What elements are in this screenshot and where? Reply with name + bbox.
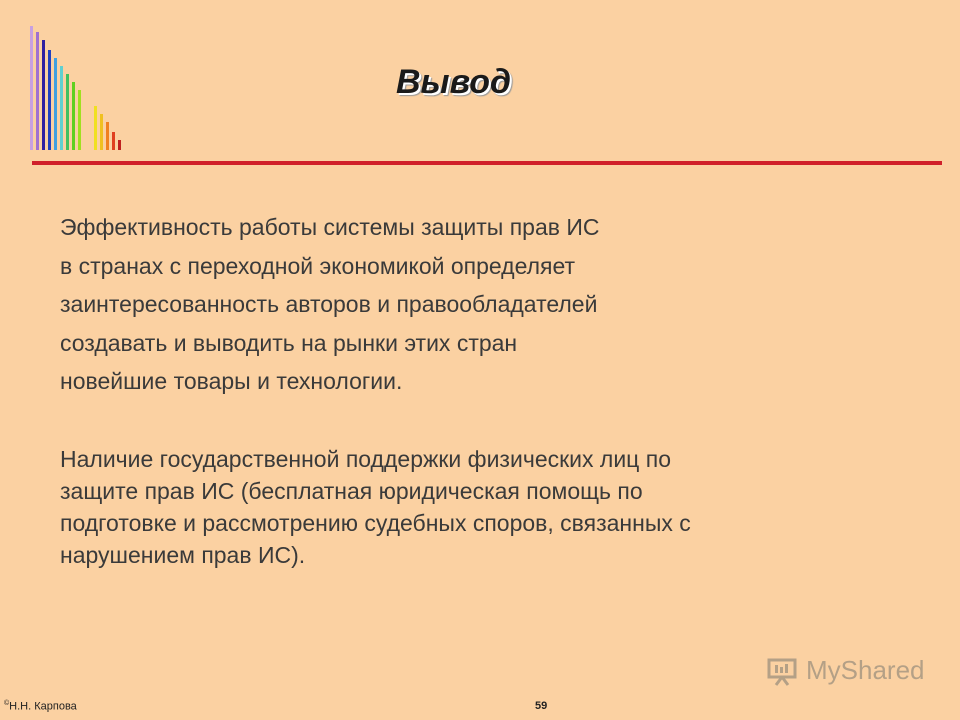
text-line: заинтересованность авторов и правообладателей <box>60 291 598 317</box>
color-bar <box>66 74 69 150</box>
color-bar <box>48 50 51 150</box>
color-bar <box>78 90 81 150</box>
text-line: подготовке и рассмотрению судебных споров, связанных с <box>60 510 691 536</box>
author-name: Н.Н. Карпова <box>9 700 77 713</box>
color-bar <box>36 32 39 150</box>
page-number: 59 <box>535 700 548 712</box>
color-bar <box>112 132 115 150</box>
color-bar <box>94 106 97 150</box>
paragraph-efficiency <box>60 208 920 401</box>
color-bar <box>100 114 103 150</box>
color-bar <box>42 40 45 150</box>
color-bar <box>60 66 63 150</box>
text-line: Эффективность работы системы защиты прав ИС <box>60 214 600 240</box>
decorative-color-bars <box>0 0 130 150</box>
footer-author <box>4 700 77 713</box>
watermark-text: MyShared <box>806 655 925 685</box>
watermark <box>766 655 925 686</box>
text-line: новейшие товары и технологии. <box>60 368 403 394</box>
color-bar <box>118 140 121 150</box>
copyright-mark: © <box>4 700 10 707</box>
color-bar <box>54 58 57 150</box>
text-line: Наличие государственной поддержки физических лиц по <box>60 446 671 472</box>
color-bar <box>72 82 75 150</box>
text-line: защите прав ИС (бесплатная юридическая помощь по <box>60 478 643 504</box>
title-divider <box>32 161 942 165</box>
color-bar <box>106 122 109 150</box>
color-bar <box>30 26 33 150</box>
slide-title: Вывод <box>396 63 512 101</box>
text-line: создавать и выводить на рынки этих стран <box>60 329 518 356</box>
text-line: в странах с переходной экономикой определяет <box>60 252 576 279</box>
paragraph-state-support <box>60 443 920 571</box>
presentation-icon <box>766 656 800 686</box>
text-line: нарушением прав ИС). <box>60 542 306 568</box>
